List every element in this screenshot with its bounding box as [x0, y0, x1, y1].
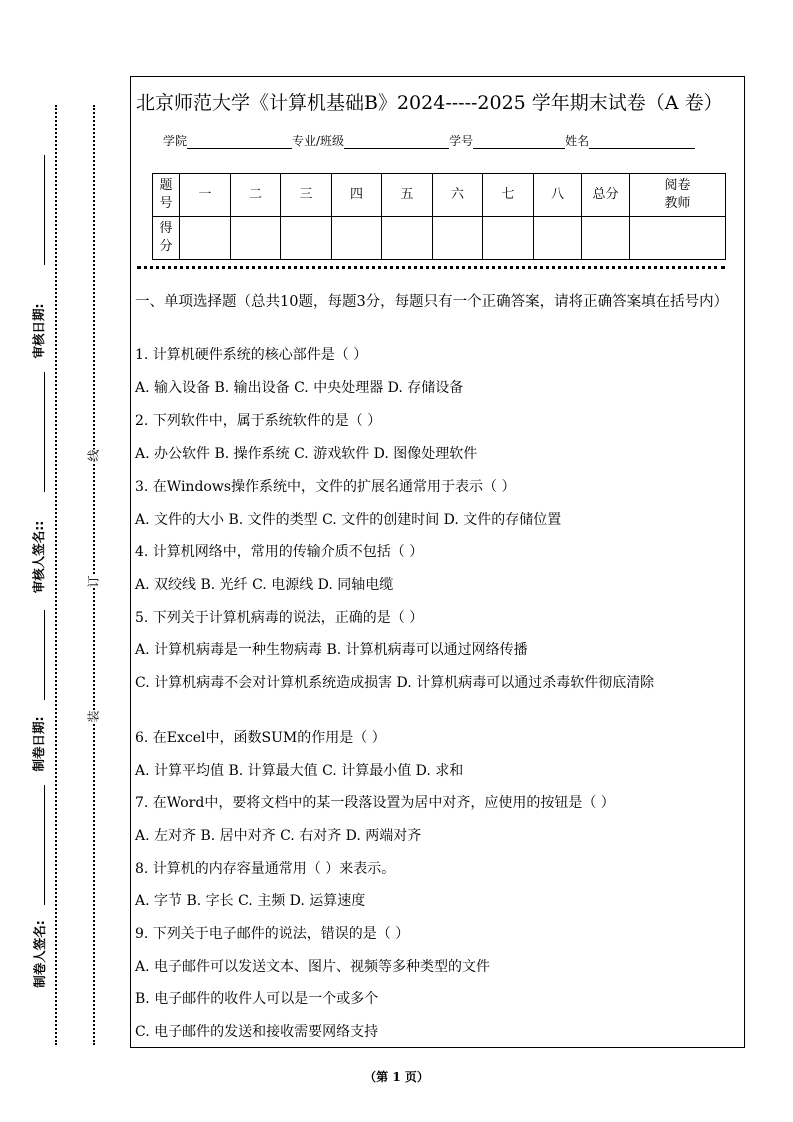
margin-reviewer-sign: 审核人签名::	[31, 520, 46, 594]
major-label: 专业/班级	[292, 134, 345, 148]
margin-sign-line	[44, 372, 45, 492]
margin-sign-line	[44, 155, 45, 265]
margin-mark-line: 线	[86, 449, 101, 462]
score-cell[interactable]	[534, 217, 582, 260]
option-line: A. 输入设备 B. 输出设备 C. 中央处理器 D. 存储设备	[135, 380, 464, 396]
question-line: 3. 在Windows操作系统中，文件的扩展名通常用于表示（ ）	[135, 479, 516, 495]
option-line: A. 左对齐 B. 居中对齐 C. 右对齐 D. 两端对齐	[135, 828, 422, 844]
col-number: 五	[382, 174, 433, 217]
col-number: 二	[231, 174, 281, 217]
col-number: 六	[433, 174, 483, 217]
student-info-row	[163, 132, 695, 149]
student-id-label: 学号	[449, 134, 474, 148]
col-number: 八	[534, 174, 582, 217]
col-number: 四	[332, 174, 382, 217]
margin-sign-line	[44, 610, 45, 700]
score-cell[interactable]	[231, 217, 281, 260]
college-field[interactable]	[187, 136, 292, 149]
col-reviewer: 阅卷 教师	[630, 174, 726, 217]
margin-sign-line	[44, 785, 45, 905]
question-line: 8. 计算机的内存容量通常用（ ）来表示。	[135, 861, 396, 877]
score-cell-reviewer[interactable]	[630, 217, 726, 260]
margin-dotted-line-outer	[55, 105, 57, 1045]
score-cell[interactable]	[433, 217, 483, 260]
option-line: A. 电子邮件可以发送文本、图片、视频等多种类型的文件	[135, 959, 491, 975]
option-line: A. 计算机病毒是一种生物病毒 B. 计算机病毒可以通过网络传播	[135, 642, 528, 658]
section-heading: 一、单项选择题（总共10题，每题3分，每题只有一个正确答案，请将正确答案填在括号内）	[135, 294, 729, 310]
col-number: 三	[281, 174, 332, 217]
option-line: C. 电子邮件的发送和接收需要网络支持	[135, 1024, 379, 1040]
score-cell[interactable]	[382, 217, 433, 260]
col-number: 七	[483, 174, 534, 217]
option-line: A. 文件的大小 B. 文件的类型 C. 文件的创建时间 D. 文件的存储位置	[135, 512, 562, 528]
student-id-field[interactable]	[473, 136, 565, 149]
score-table	[152, 173, 726, 260]
option-line: A. 计算平均值 B. 计算最大值 C. 计算最小值 D. 求和	[135, 763, 464, 779]
row-head-number: 题 号	[153, 174, 180, 217]
question-line: 2. 下列软件中，属于系统软件的是（ ）	[135, 413, 382, 429]
score-cell[interactable]	[180, 217, 231, 260]
margin-review-date: 审核日期:	[31, 303, 46, 359]
separator-dotted	[137, 266, 725, 269]
row-head-score: 得 分	[153, 217, 180, 260]
page-footer: （第 1 页）	[364, 1070, 429, 1084]
question-line: 1. 计算机硬件系统的核心部件是（ ）	[135, 347, 368, 363]
option-line: C. 计算机病毒不会对计算机系统造成损害 D. 计算机病毒可以通过杀毒软件彻底清除	[135, 675, 655, 691]
major-field[interactable]	[344, 136, 449, 149]
option-line: B. 电子邮件的收件人可以是一个或多个	[135, 991, 379, 1007]
score-cell-total[interactable]	[582, 217, 630, 260]
score-cell[interactable]	[281, 217, 332, 260]
col-number: 一	[180, 174, 231, 217]
question-line: 5. 下列关于计算机病毒的说法，正确的是（ ）	[135, 610, 424, 626]
col-total: 总分	[582, 174, 630, 217]
score-cell[interactable]	[483, 217, 534, 260]
name-label: 姓名	[565, 134, 590, 148]
option-line: A. 字节 B. 字长 C. 主频 D. 运算速度	[135, 893, 366, 909]
score-cell[interactable]	[332, 217, 382, 260]
margin-mark-fold: 装	[86, 710, 101, 723]
name-field[interactable]	[589, 136, 695, 149]
margin-exam-date: 制卷日期:	[31, 716, 46, 772]
college-label: 学院	[163, 134, 188, 148]
question-line: 6. 在Excel中，函数SUM的作用是（ ）	[135, 730, 386, 746]
question-line: 7. 在Word中，要将文档中的某一段落设置为居中对齐，应使用的按钮是（ ）	[135, 795, 615, 811]
margin-mark-bind: 订	[86, 575, 101, 588]
option-line: A. 双绞线 B. 光纤 C. 电源线 D. 同轴电缆	[135, 577, 394, 593]
option-line: A. 办公软件 B. 操作系统 C. 游戏软件 D. 图像处理软件	[135, 446, 478, 462]
question-line: 4. 计算机网络中，常用的传输介质不包括（ ）	[135, 544, 424, 560]
exam-title: 北京师范大学《计算机基础B》2024-----2025 学年期末试卷（A 卷）	[136, 92, 723, 114]
question-line: 9. 下列关于电子邮件的说法，错误的是（ ）	[135, 926, 410, 942]
margin-maker-sign: 制卷人签名:	[32, 920, 47, 988]
